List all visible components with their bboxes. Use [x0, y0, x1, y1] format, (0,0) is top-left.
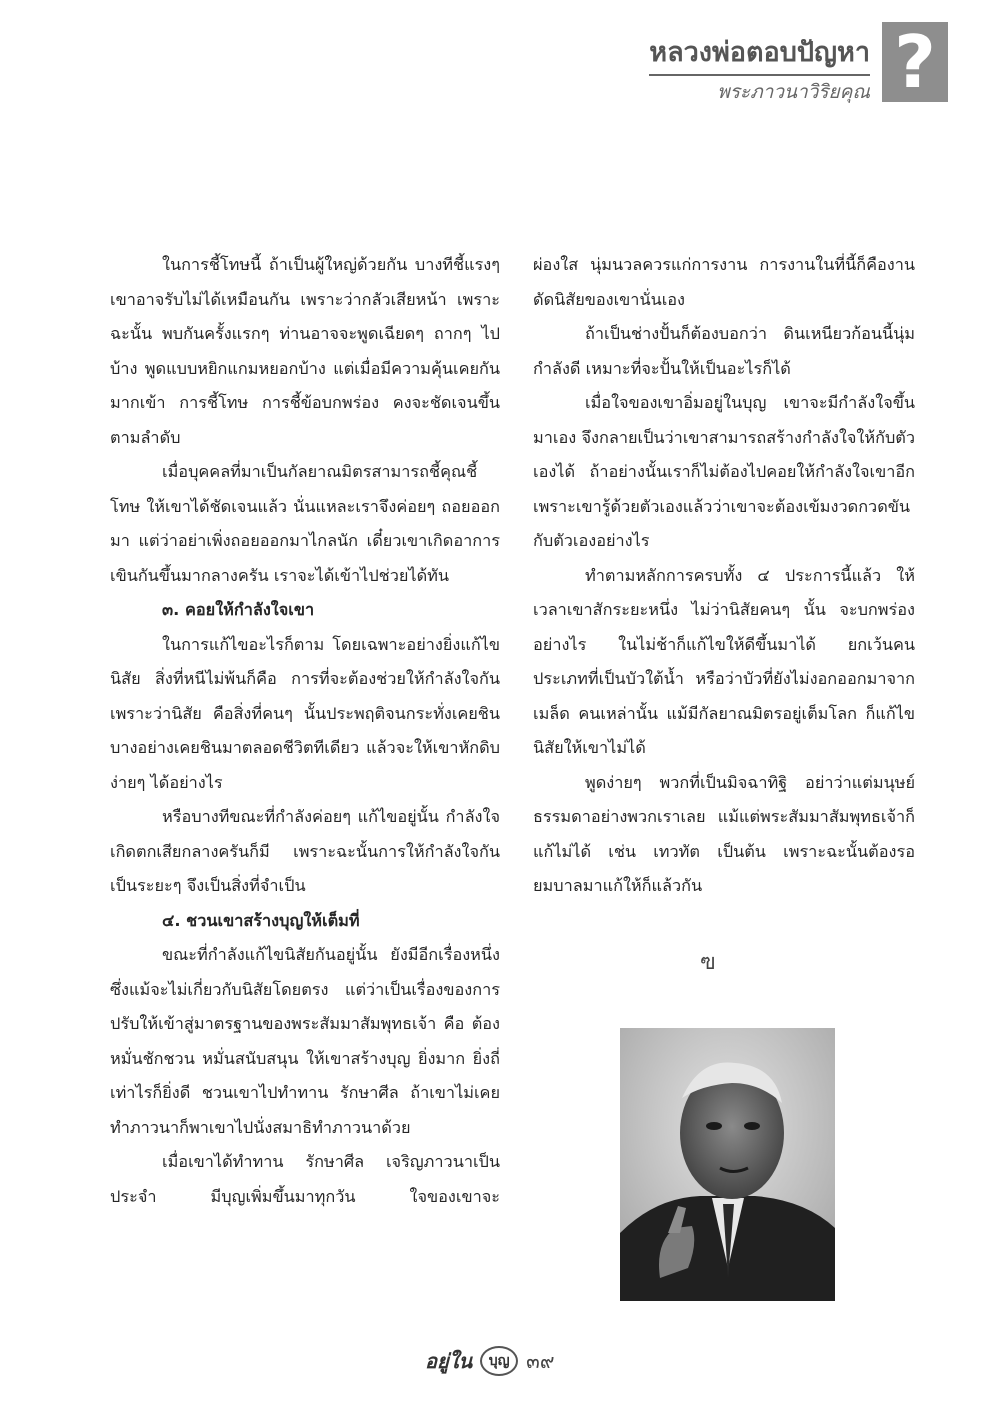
- header-text-block: [649, 36, 870, 106]
- section-heading-4: ๔. ชวนเขาสร้างบุญให้เต็มที่: [162, 910, 360, 930]
- paragraph: เมื่อใจของเขาอิ่มอยู่ในบุญ เขาจะมีกำลังใจขึ้นมาเอง จึงกลายเป็นว่าเขาสามารถสร้างกำลังใจให้กับตัวเองได้ ถ้าอย่างนั้นเราก็ไม่ต้องไปคอยให้กำลังใจเขาอีก เพราะเขารู้ด้วยตัวเองแล้วว่าเขาจะต้องเข้มงวดกวดขันกับตัวเองอย่างไร: [533, 393, 915, 550]
- left-column: [110, 248, 500, 1214]
- paragraph: ทำตามหลักการครบทั้ง ๔ ประการนี้แล้ว ให้เวลาเขาสักระยะหนึ่ง ไม่ว่านิสัยคนๆ นั้น จะบกพร่องอย่างไร ในไม่ช้าก็แก้ไขให้ดีขึ้นมาได้ ยกเว้นคนประเภทที่เป็นบัวใต้น้ำ หรือว่าบัวที่ยังไม่งอกออกมาจากเมล็ด คนเหล่านั้น แม้มีกัลยาณมิตรอยู่เต็มโลก ก็แก้ไขนิสัยให้เขาไม่ได้: [533, 565, 915, 757]
- man-pointing-photo-icon: [620, 1028, 835, 1301]
- right-column: [533, 248, 915, 904]
- magazine-logo: อยู่ใน: [425, 1349, 473, 1373]
- section-end-ornament-icon: ฃ: [700, 950, 716, 975]
- paragraph: ในการแก้ไขอะไรก็ตาม โดยเฉพาะอย่างยิ่งแก้ไขนิสัย สิ่งที่หนีไม่พ้นก็คือ การที่จะต้องช่วยให้กำลังใจกัน เพราะว่านิสัย คือสิ่งที่คนๆ นั้นประพฤติจนกระทั่งเคยชิน บางอย่างเคยชินมาตลอดชีวิตทีเดียว แล้วจะให้เขาหักดิบง่ายๆ ได้อย่างไร: [110, 634, 500, 792]
- paragraph: ในการชี้โทษนี้ ถ้าเป็นผู้ใหญ่ด้วยกัน บางทีชี้แรงๆ เขาอาจรับไม่ได้เหมือนกัน เพราะว่ากลัวเสียหน้า เพราะฉะนั้น พบกันครั้งแรกๆ ท่านอาจจะพูดเฉียดๆ ถากๆ ไปบ้าง พูดแบบหยิกแกมหยอกบ้าง แต่เมื่อมีความคุ้นเคยกันมากเข้า การชี้โทษ การชี้ข้อบกพร่อง คงจะชัดเจนขึ้นตามลำดับ: [110, 255, 500, 447]
- page-number: ๓๙: [526, 1349, 555, 1373]
- paragraph: ผ่องใส นุ่มนวลควรแก่การงาน การงานในที่นี้ก็คืองานดัดนิสัยของเขานั่นเอง: [533, 255, 915, 309]
- column-author: พระภาวนาวิริยคุณ: [717, 81, 870, 103]
- paragraph: เมื่อบุคคลที่มาเป็นกัลยาณมิตรสามารถชี้คุณชี้โทษ ให้เขาได้ชัดเจนแล้ว นั่นแหละเราจึงค่อยๆ ถอยออกมา แต่ว่าอย่าเพิ่งถอยออกมาไกลนัก เดี๋ยวเขาเกิดอาการเขินกันขึ้นมากลางครัน เราจะได้เข้าไปช่วยได้ทัน: [110, 462, 500, 585]
- paragraph: พูดง่ายๆ พวกที่เป็นมิจฉาทิฐิ อย่าว่าแต่มนุษย์ธรรมดาอย่างพวกเราเลย แม้แต่พระสัมมาสัมพุทธเจ้าก็แก้ไม่ได้ เช่น เทวทัต เป็นต้น เพราะฉะนั้นต้องรอยมบาลมาแก้ให้ก็แล้วกัน: [533, 772, 915, 895]
- paragraph: เมื่อเขาได้ทำทาน รักษาศีล เจริญภาวนาเป็นประจำ มีบุญเพิ่มขึ้นมาทุกวัน ใจของเขาจะ: [110, 1152, 500, 1206]
- page-header: [528, 22, 948, 102]
- section-heading-3: ๓. คอยให้กำลังใจเขา: [162, 600, 315, 619]
- paragraph: ถ้าเป็นช่างปั้นก็ต้องบอกว่า ดินเหนียวก้อนนี้นุ่มกำลังดี เหมาะที่จะปั้นให้เป็นอะไรก็ได้: [533, 324, 915, 378]
- paragraph: ขณะที่กำลังแก้ไขนิสัยกันอยู่นั้น ยังมีอีกเรื่องหนึ่งซึ่งแม้จะไม่เกี่ยวกับนิสัยโดยตรง แต่ว่าเป็นเรื่องของการปรับให้เข้าสู่มาตรฐานของพระสัมมาสัมพุทธเจ้า คือ ต้องหมั่นชักชวน หมั่นสนับสนุน ให้เขาสร้างบุญ ยิ่งมาก ยิ่งถี่เท่าไรก็ยิ่งดี ชวนเขาไปทำทาน รักษาศีล ถ้าเขาไม่เคยทำภาวนาก็พาเขาไปนั่งสมาธิทำภาวนาด้วย: [110, 945, 500, 1137]
- portrait-photo: [620, 1028, 835, 1301]
- magazine-logo-circle: บุญ: [480, 1346, 518, 1376]
- question-mark-icon: ?: [882, 22, 948, 102]
- column-title: หลวงพ่อตอบปัญหา: [649, 36, 870, 76]
- page-footer: [425, 1346, 555, 1376]
- paragraph: หรือบางทีขณะที่กำลังค่อยๆ แก้ไขอยู่นั้น กำลังใจเกิดตกเสียกลางครันก็มี เพราะฉะนั้นการให้กำลังใจกันเป็นระยะๆ จึงเป็นสิ่งที่จำเป็น: [110, 807, 500, 895]
